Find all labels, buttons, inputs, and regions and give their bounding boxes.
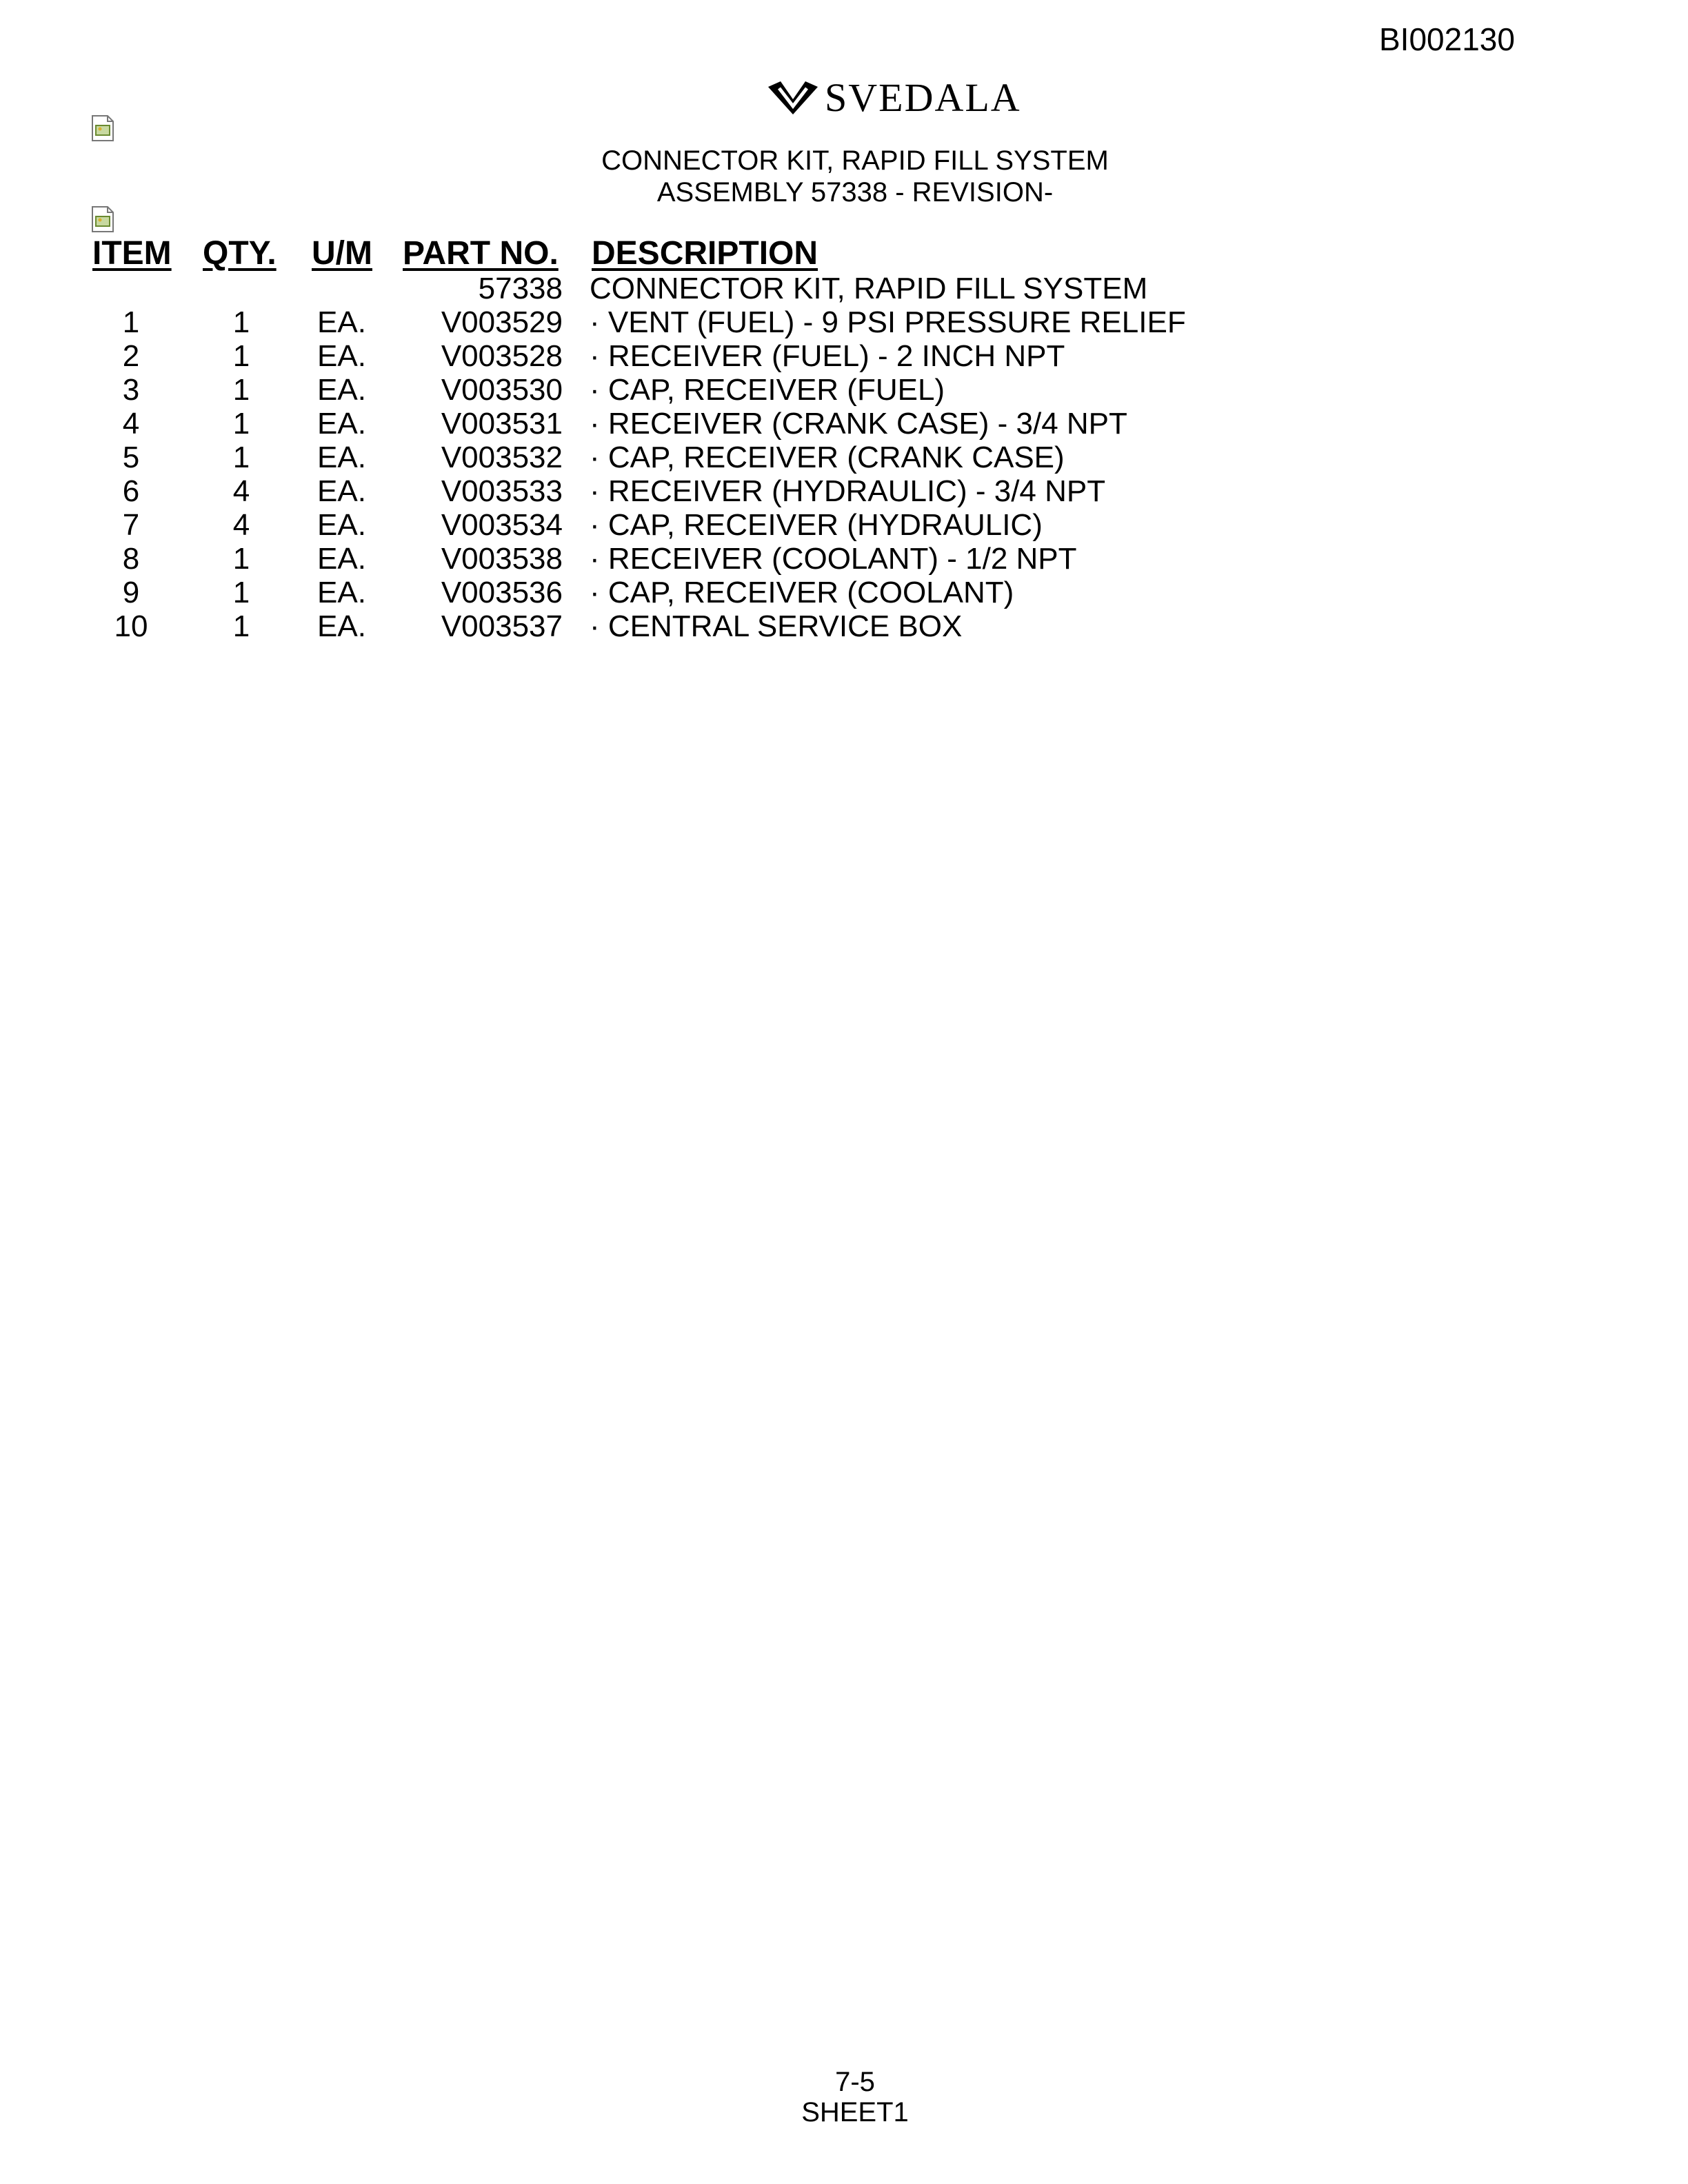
part-no-cell: V003538 xyxy=(441,542,563,576)
part-no-cell: V003528 xyxy=(441,339,563,373)
item-cell: 1 xyxy=(122,305,140,339)
um-cell: EA. xyxy=(317,508,366,542)
qty-cell: 1 xyxy=(232,441,250,474)
header-part-no: PART NO. xyxy=(403,235,559,272)
table-row xyxy=(0,305,1688,339)
qty-cell: 1 xyxy=(232,609,250,643)
qty-cell: 4 xyxy=(232,474,250,508)
broken-image-icon xyxy=(91,205,114,233)
item-cell: 7 xyxy=(122,508,140,542)
um-cell: EA. xyxy=(317,339,366,373)
table-row xyxy=(0,272,1688,305)
logo-text: SVEDALA xyxy=(825,75,1021,120)
svedala-logo-icon xyxy=(765,79,821,117)
um-cell: EA. xyxy=(317,373,366,407)
description-cell: CONNECTOR KIT, RAPID FILL SYSTEM xyxy=(590,272,1148,305)
table-row xyxy=(0,576,1688,609)
part-no-cell: V003532 xyxy=(441,441,563,474)
item-cell: 9 xyxy=(122,576,140,609)
part-no-cell: 57338 xyxy=(478,272,563,305)
item-cell: 10 xyxy=(114,609,148,643)
description-cell: · CENTRAL SERVICE BOX xyxy=(590,609,963,643)
item-cell: 2 xyxy=(122,339,140,373)
page-number: 7-5 xyxy=(835,2067,875,2097)
um-cell: EA. xyxy=(317,407,366,441)
um-cell: EA. xyxy=(317,474,366,508)
um-cell: EA. xyxy=(317,609,366,643)
header-qty: QTY. xyxy=(203,235,277,272)
item-cell: 4 xyxy=(122,407,140,441)
document-title: CONNECTOR KIT, RAPID FILL SYSTEM xyxy=(601,145,1109,176)
table-row xyxy=(0,474,1688,508)
part-no-cell: V003529 xyxy=(441,305,563,339)
qty-cell: 1 xyxy=(232,339,250,373)
description-cell: · RECEIVER (COOLANT) - 1/2 NPT xyxy=(590,542,1077,576)
document-id: BI002130 xyxy=(1379,21,1515,57)
description-cell: · RECEIVER (FUEL) - 2 INCH NPT xyxy=(590,339,1065,373)
qty-cell: 1 xyxy=(232,305,250,339)
um-cell: EA. xyxy=(317,576,366,609)
broken-image-icon xyxy=(91,114,114,142)
table-row xyxy=(0,407,1688,441)
table-row xyxy=(0,441,1688,474)
part-no-cell: V003534 xyxy=(441,508,563,542)
qty-cell: 1 xyxy=(232,373,250,407)
item-cell: 5 xyxy=(122,441,140,474)
header-um: U/M xyxy=(312,235,372,272)
description-cell: · VENT (FUEL) - 9 PSI PRESSURE RELIEF xyxy=(590,305,1186,339)
assembly-subtitle: ASSEMBLY 57338 - REVISION- xyxy=(656,177,1054,208)
header-item: ITEM xyxy=(92,235,172,272)
description-cell: · CAP, RECEIVER (COOLANT) xyxy=(590,576,1014,609)
qty-cell: 1 xyxy=(232,576,250,609)
part-no-cell: V003536 xyxy=(441,576,563,609)
description-cell: · CAP, RECEIVER (CRANK CASE) xyxy=(590,441,1065,474)
um-cell: EA. xyxy=(317,542,366,576)
svedala-logo xyxy=(765,74,1021,121)
qty-cell: 4 xyxy=(232,508,250,542)
sheet-label: SHEET1 xyxy=(801,2097,909,2127)
table-row xyxy=(0,339,1688,373)
part-no-cell: V003531 xyxy=(441,407,563,441)
part-no-cell: V003530 xyxy=(441,373,563,407)
item-cell: 8 xyxy=(122,542,140,576)
description-cell: · CAP, RECEIVER (HYDRAULIC) xyxy=(590,508,1043,542)
item-cell: 3 xyxy=(122,373,140,407)
part-no-cell: V003537 xyxy=(441,609,563,643)
table-row xyxy=(0,609,1688,643)
table-row xyxy=(0,373,1688,407)
item-cell: 6 xyxy=(122,474,140,508)
table-row xyxy=(0,508,1688,542)
description-cell: · RECEIVER (HYDRAULIC) - 3/4 NPT xyxy=(590,474,1106,508)
qty-cell: 1 xyxy=(232,407,250,441)
um-cell: EA. xyxy=(317,441,366,474)
table-row xyxy=(0,542,1688,576)
um-cell: EA. xyxy=(317,305,366,339)
description-cell: · CAP, RECEIVER (FUEL) xyxy=(590,373,945,407)
part-no-cell: V003533 xyxy=(441,474,563,508)
description-cell: · RECEIVER (CRANK CASE) - 3/4 NPT xyxy=(590,407,1127,441)
header-description: DESCRIPTION xyxy=(592,235,818,272)
qty-cell: 1 xyxy=(232,542,250,576)
